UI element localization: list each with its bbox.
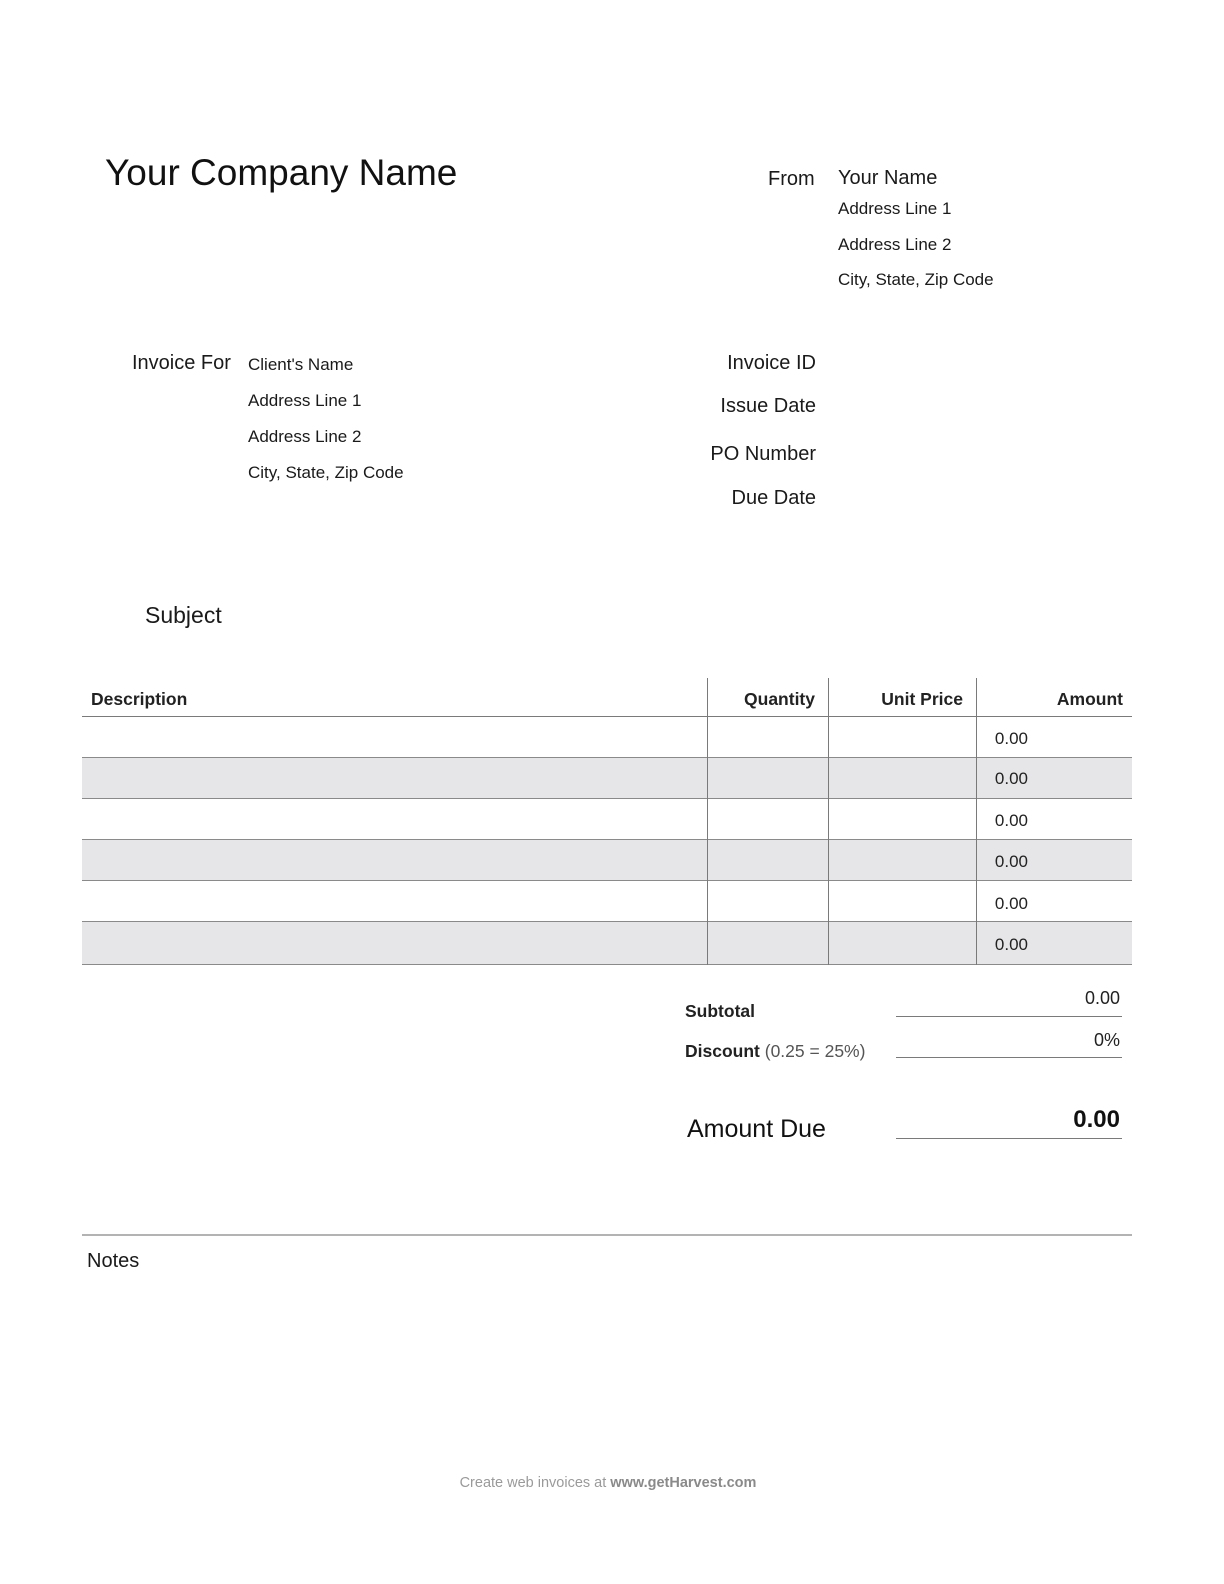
from-name: Your Name	[838, 167, 938, 189]
table-row	[82, 922, 1132, 965]
column-header-description: Description	[91, 689, 188, 709]
subtotal-value: 0.00	[1084, 988, 1120, 1008]
table-row	[82, 799, 1132, 840]
invoice-id-label: Invoice ID	[727, 352, 816, 374]
table-row	[82, 840, 1132, 881]
client-address-line-2: Address Line 2	[248, 427, 362, 446]
discount-rule	[896, 1057, 1122, 1058]
notes-divider	[82, 1234, 1132, 1236]
amount-due-value: 0.00	[1073, 1106, 1120, 1133]
from-address-line-1: Address Line 1	[838, 199, 952, 218]
subtotal-label: Subtotal	[685, 1001, 755, 1021]
company-name: Your Company Name	[105, 152, 458, 193]
from-city-state-zip: City, State, Zip Code	[838, 270, 994, 289]
column-header-quantity: Quantity	[744, 689, 815, 709]
from-address-block	[838, 166, 994, 304]
client-address-block	[248, 353, 404, 497]
table-header-row	[82, 678, 1132, 717]
subject-label: Subject	[145, 602, 222, 628]
discount-value: 0%	[1093, 1030, 1120, 1050]
column-header-amount: Amount	[1056, 689, 1123, 709]
footer-text: Create web invoices at	[459, 1475, 611, 1491]
row-amount: 0.00	[994, 729, 1028, 748]
client-name: Client's Name	[248, 355, 354, 374]
column-divider	[976, 678, 977, 965]
column-divider	[828, 678, 829, 965]
column-header-unit-price: Unit Price	[881, 689, 963, 709]
discount-label: Discount	[685, 1041, 760, 1061]
client-city-state-zip: City, State, Zip Code	[248, 463, 404, 482]
row-amount: 0.00	[994, 935, 1028, 954]
amount-due-label: Amount Due	[687, 1115, 826, 1143]
table-row	[82, 717, 1132, 758]
from-address-line-2: Address Line 2	[838, 234, 952, 254]
row-amount: 0.00	[994, 894, 1028, 913]
from-label: From	[768, 168, 815, 190]
footer-link[interactable]: www.getHarvest.com	[610, 1475, 757, 1491]
due-date-label: Due Date	[731, 487, 816, 509]
row-amount: 0.00	[994, 769, 1028, 788]
client-address-line-1: Address Line 1	[248, 391, 362, 410]
po-number-label: PO Number	[710, 443, 816, 465]
table-row	[82, 758, 1132, 799]
discount-label-group	[685, 1041, 865, 1062]
amount-due-rule	[896, 1138, 1122, 1139]
subtotal-rule	[896, 1016, 1122, 1017]
issue-date-label: Issue Date	[720, 395, 816, 417]
notes-label: Notes	[87, 1250, 140, 1272]
footer-credit	[0, 1475, 1216, 1491]
invoice-for-label: Invoice For	[132, 352, 231, 374]
table-row	[82, 881, 1132, 922]
row-amount: 0.00	[994, 811, 1028, 830]
discount-note: (0.25 = 25%)	[764, 1041, 866, 1061]
row-amount: 0.00	[994, 852, 1028, 871]
column-divider	[707, 678, 708, 965]
